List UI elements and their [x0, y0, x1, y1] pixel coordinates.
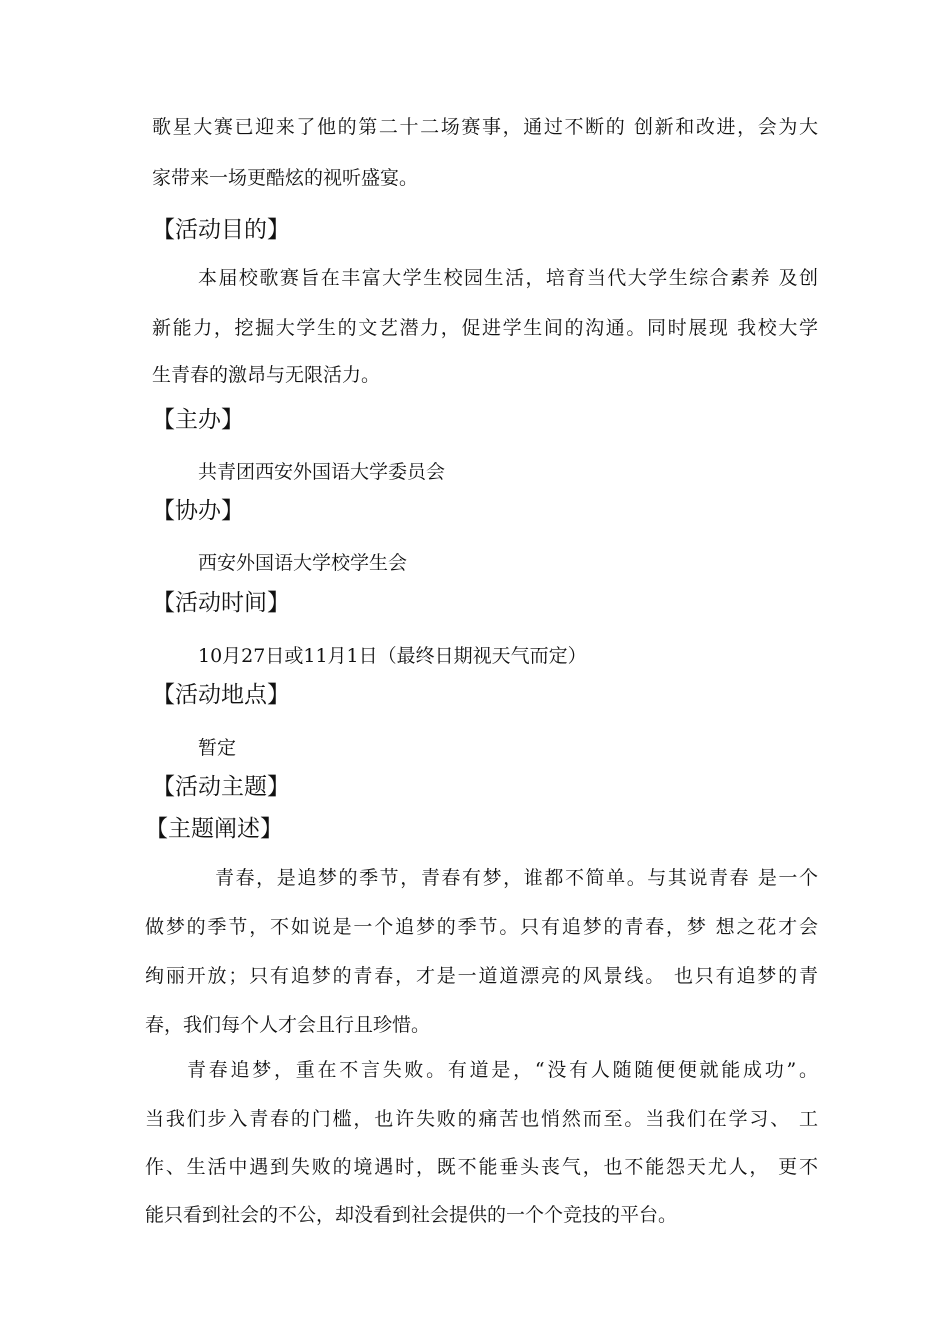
time-text: 10月27日或11月1日（最终日期视天气而定） — [198, 645, 587, 667]
theme-desc-para1-line-1: 青春，是追梦的季节，青春有梦，谁都不简单。与其说青春 是一个 — [215, 867, 818, 889]
co-host-text: 西安外国语大学校学生会 — [198, 552, 408, 574]
theme-desc-para1-line-2: 做梦的季节，不如说是一个追梦的季节。只有追梦的青春，梦 想之花才会 — [145, 916, 818, 938]
theme-desc-para2-line-2: 当我们步入青春的门槛，也许失败的痛苦也悄然而至。当我们在学习、 工 — [145, 1108, 818, 1130]
purpose-line-3: 生青春的激昂与无限活力。 — [152, 364, 381, 386]
theme-desc-para2-line-4: 能只看到社会的不公，却没看到社会提供的一个个竞技的平台。 — [145, 1204, 678, 1226]
host-text: 共青团西安外国语大学委员会 — [198, 461, 446, 483]
intro-line-1: 歌星大赛已迎来了他的第二十二场赛事，通过不断的 创新和改进，会为大 — [152, 116, 818, 138]
location-text: 暂定 — [198, 737, 237, 759]
theme-heading: 【活动主题】 — [152, 774, 290, 800]
host-heading: 【主办】 — [152, 407, 244, 433]
time-heading: 【活动时间】 — [152, 590, 290, 616]
theme-desc-para2-line-3: 作、生活中遇到失败的境遇时，既不能垂头丧气，也不能怨天尤人， 更不 — [145, 1156, 818, 1178]
theme-desc-para1-line-4: 春，我们每个人才会且行且珍惜。 — [145, 1014, 431, 1036]
location-heading: 【活动地点】 — [152, 682, 290, 708]
theme-desc-para2-line-1: 青春追梦，重在不言失败。有道是，“没有人随随便便就能成功”。 — [187, 1059, 818, 1081]
theme-desc-heading: 【主题阐述】 — [145, 816, 283, 842]
co-host-heading: 【协办】 — [152, 498, 244, 524]
theme-desc-para1-line-3: 绚丽开放；只有追梦的青春，才是一道道漂亮的风景线。 也只有追梦的青 — [145, 965, 818, 987]
purpose-heading: 【活动目的】 — [152, 217, 290, 243]
purpose-line-2: 新能力，挖掘大学生的文艺潜力，促进学生间的沟通。同时展现 我校大学 — [152, 317, 818, 339]
intro-line-2: 家带来一场更酷炫的视听盛宴。 — [152, 167, 419, 189]
purpose-line-1: 本届校歌赛旨在丰富大学生校园生活，培育当代大学生综合素养 及创 — [198, 267, 818, 289]
